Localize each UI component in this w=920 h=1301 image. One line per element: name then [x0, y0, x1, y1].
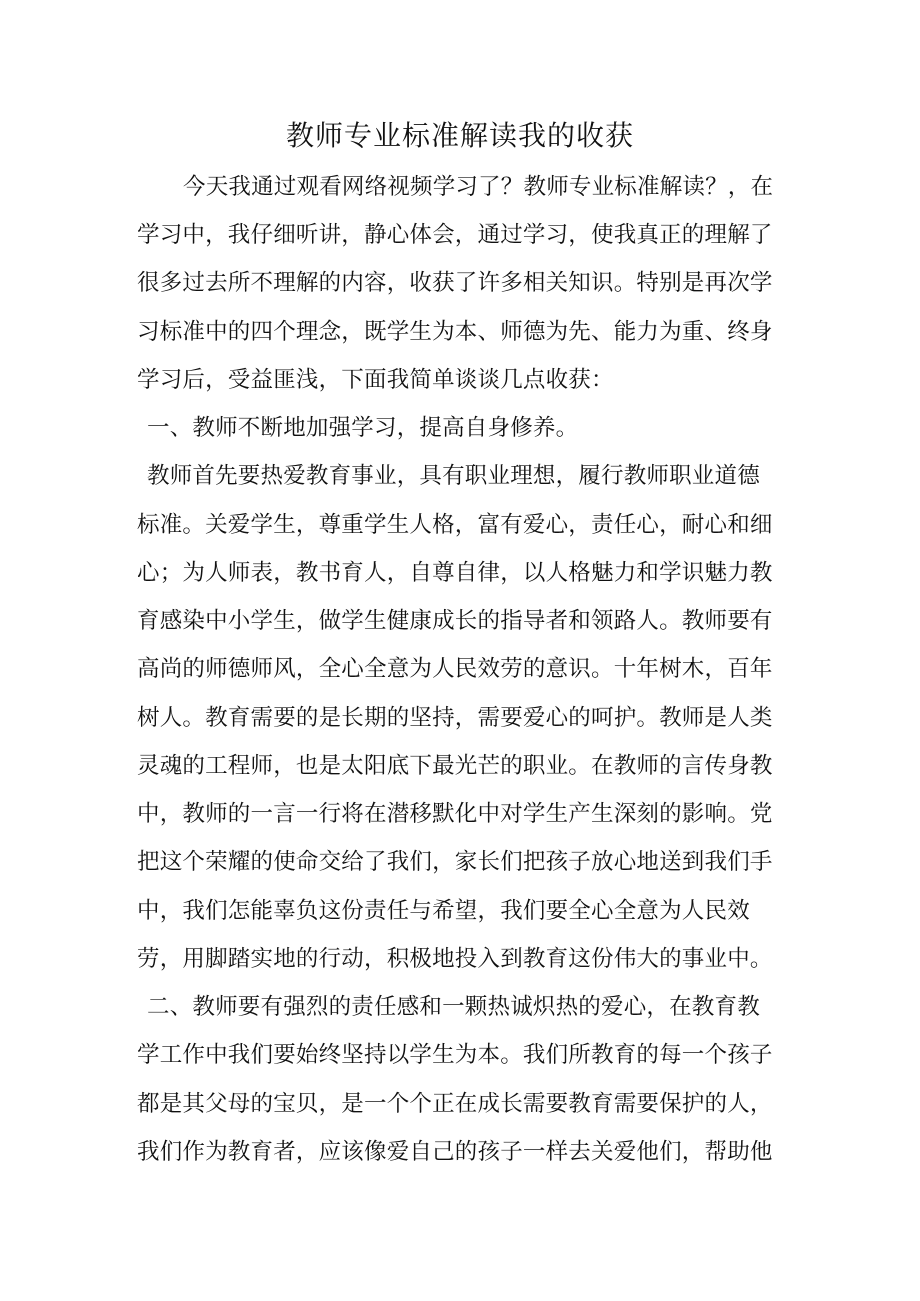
body-line: 学习后，受益匪浅，下面我简单谈谈几点收获： [137, 367, 614, 393]
body-line: 灵魂的工程师，也是太阳底下最光芒的职业。在教师的言传身教 [137, 753, 773, 779]
body-line: 劳，用脚踏实地的行动，积极地投入到教育这份伟大的事业中。 [137, 946, 773, 972]
body-line: 育感染中小学生，做学生健康成长的指导者和领路人。教师要有 [137, 608, 773, 634]
body-line: 把这个荣耀的使命交给了我们，家长们把孩子放心地送到我们手 [137, 849, 773, 875]
body-line: 都是其父母的宝贝，是一个个正在成长需要教育需要保护的人， [137, 1091, 773, 1117]
body-line: 树人。教育需要的是长期的坚持，需要爱心的呵护。教师是人类 [137, 705, 773, 731]
section-heading-2: 二、教师要有强烈的责任感和一颗热诚炽热的爱心，在教育教 [147, 994, 760, 1020]
body-line: 习标准中的四个理念，既学生为本、师德为先、能力为重、终身 [137, 319, 773, 345]
document-title: 教师专业标准解读我的收获 [285, 119, 634, 152]
body-line: 中，教师的一言一行将在潜移默化中对学生产生深刻的影响。党 [137, 801, 773, 827]
body-line: 心；为人师表，教书育人，自尊自律，以人格魅力和学识魅力教 [137, 560, 773, 586]
body-line: 标准。关爱学生，尊重学生人格，富有爱心，责任心，耐心和细 [137, 512, 773, 538]
body-line: 今天我通过观看网络视频学习了？教师专业标准解读？，在 [183, 174, 774, 200]
body-line: 教师首先要热爱教育事业，具有职业理想，履行教师职业道德 [147, 463, 760, 489]
body-line: 中，我们怎能辜负这份责任与希望，我们要全心全意为人民效 [137, 898, 750, 924]
body-line: 很多过去所不理解的内容，收获了许多相关知识。特别是再次学 [137, 270, 773, 296]
section-heading-1: 一、教师不断地加强学习，提高自身修养。 [147, 415, 579, 441]
body-line: 我们作为教育者，应该像爱自己的孩子一样去关爱他们，帮助他 [137, 1139, 773, 1165]
body-line: 学工作中我们要始终坚持以学生为本。我们所教育的每一个孩子 [137, 1042, 773, 1068]
body-line: 学习中，我仔细听讲，静心体会，通过学习，使我真正的理解了 [137, 222, 773, 248]
body-line: 高尚的师德师风，全心全意为人民效劳的意识。十年树木，百年 [137, 656, 773, 682]
